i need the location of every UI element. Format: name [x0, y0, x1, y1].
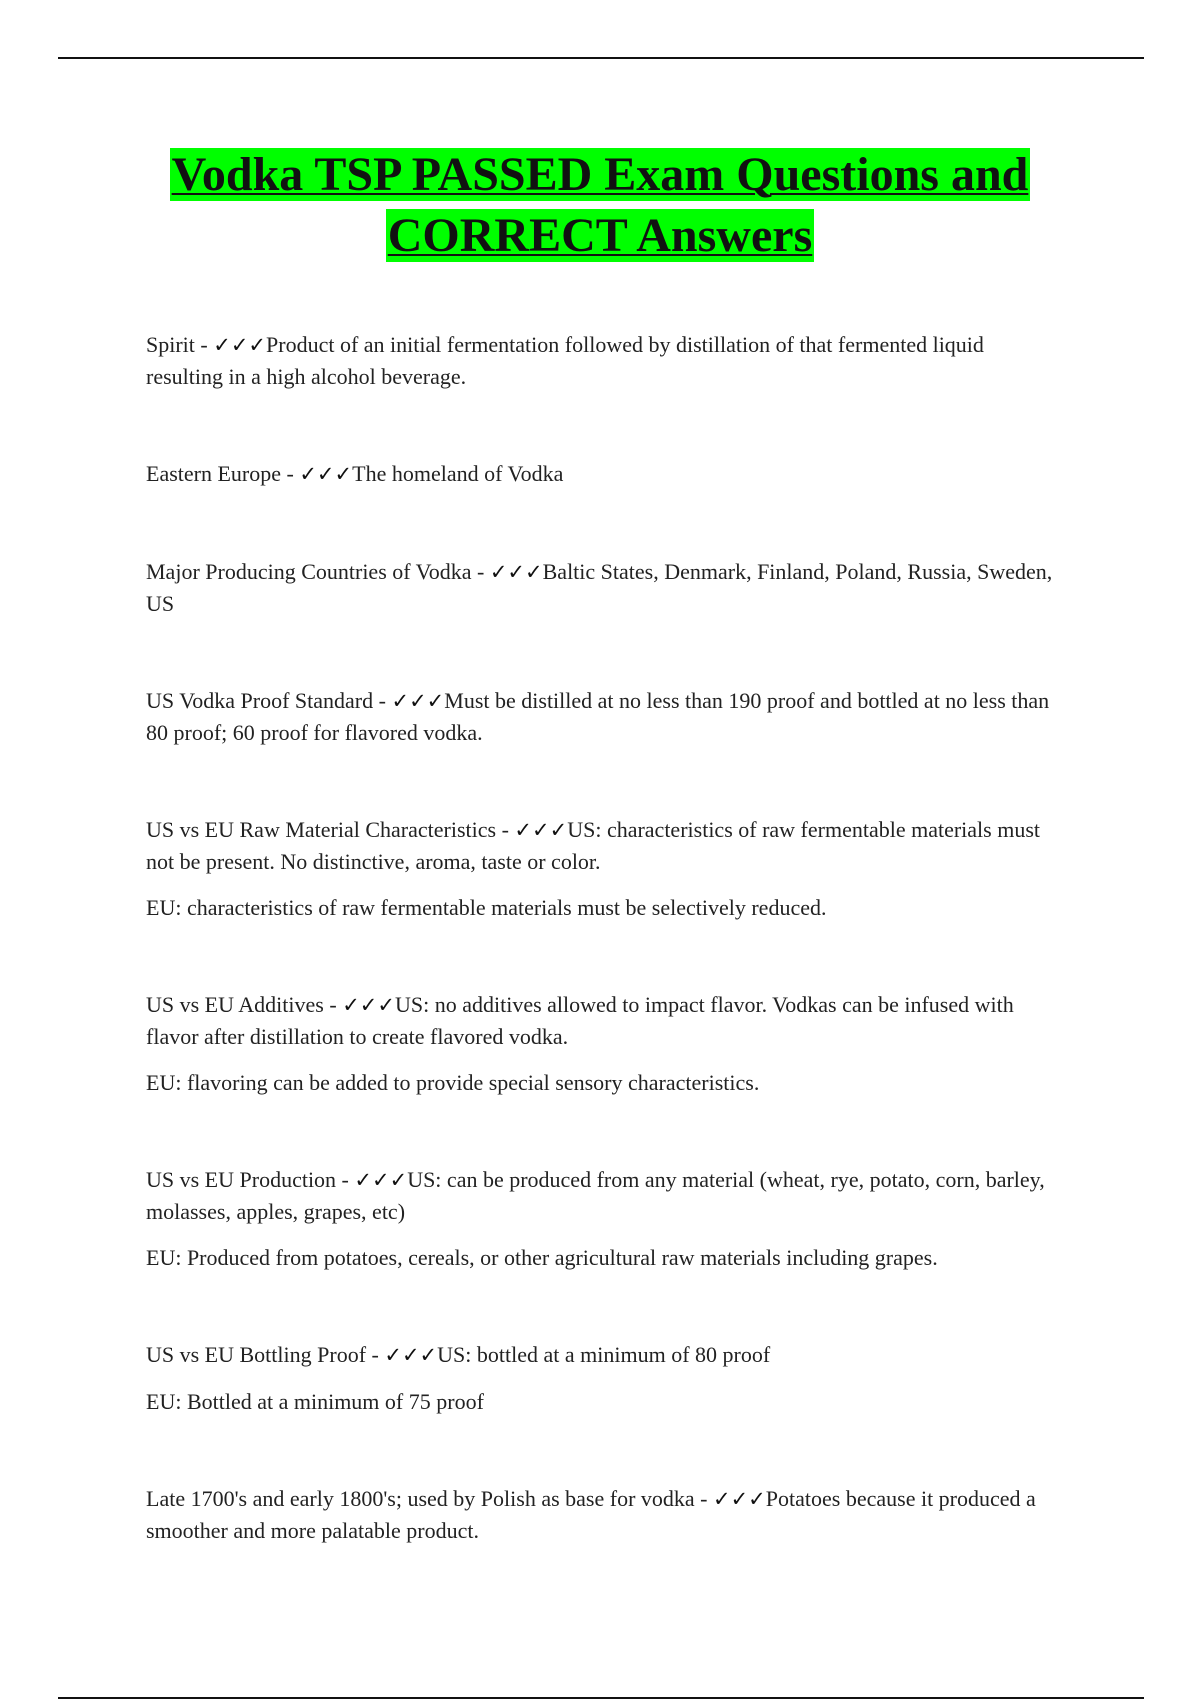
qa-answer-extra: EU: flavoring can be added to provide special sensory characteristics. — [146, 1070, 760, 1095]
qa-answer: Potatoes because it produced a smoother and more palatable product. — [146, 1486, 1036, 1543]
qa-term: Eastern Europe - — [146, 461, 300, 486]
qa-answer: US: can be produced from any material (wheat, rye, potato, corn, barley, molasses, apples, grapes, etc) — [146, 1167, 1045, 1224]
qa-item — [146, 989, 1066, 1098]
top-rule — [58, 57, 1144, 59]
qa-item — [146, 1164, 1066, 1273]
qa-answer: Must be distilled at no less than 190 proof and bottled at no less than 80 proof; 60 proof for flavored vodka. — [146, 688, 1050, 745]
title-block — [100, 144, 1100, 266]
qa-text — [146, 329, 1066, 392]
qa-term: US vs EU Bottling Proof - — [146, 1342, 385, 1367]
qa-answer: The homeland of Vodka — [352, 461, 564, 486]
checkmark-icon: ✓✓✓ — [213, 333, 267, 357]
qa-list — [146, 329, 1066, 1612]
qa-term: US vs EU Additives - — [146, 992, 343, 1017]
checkmark-icon: ✓✓✓ — [384, 1343, 438, 1367]
qa-item — [146, 329, 1066, 392]
qa-answer: Baltic States, Denmark, Finland, Poland, Russia, Sweden, US — [146, 559, 1053, 616]
qa-text — [146, 1339, 1066, 1371]
qa-term: Major Producing Countries of Vodka - — [146, 559, 490, 584]
document-title: Vodka TSP PASSED Exam Questions and CORRECT Answers — [171, 148, 1029, 262]
checkmark-icon: ✓✓✓ — [489, 560, 543, 584]
qa-term: Spirit - — [146, 332, 214, 357]
qa-term: US Vodka Proof Standard - — [146, 688, 392, 713]
qa-answer: US: bottled at a minimum of 80 proof — [437, 1342, 771, 1367]
qa-answer: Product of an initial fermentation followed by distillation of that fermented liquid resulting in a high alcohol beverage. — [146, 332, 984, 389]
checkmark-icon: ✓✓✓ — [342, 993, 395, 1017]
qa-term: US vs EU Raw Material Characteristics - — [146, 817, 515, 842]
checkmark-icon: ✓✓✓ — [391, 689, 445, 713]
checkmark-icon: ✓✓✓ — [299, 462, 353, 486]
qa-text — [146, 1483, 1066, 1546]
qa-item — [146, 556, 1066, 619]
checkmark-icon: ✓✓✓ — [514, 818, 568, 842]
checkmark-icon: ✓✓✓ — [712, 1487, 766, 1511]
qa-answer-extra: EU: characteristics of raw fermentable materials must be selectively reduced. — [146, 895, 827, 920]
qa-term: Late 1700's and early 1800's; used by Polish as base for vodka - — [146, 1486, 713, 1511]
qa-text — [146, 1164, 1066, 1227]
qa-item — [146, 458, 1066, 490]
qa-item — [146, 814, 1066, 923]
qa-item — [146, 685, 1066, 748]
qa-item — [146, 1483, 1066, 1546]
qa-text — [146, 556, 1066, 619]
qa-text — [146, 685, 1066, 748]
qa-answer-extra: EU: Bottled at a minimum of 75 proof — [146, 1389, 484, 1414]
qa-text — [146, 458, 1066, 490]
checkmark-icon: ✓✓✓ — [354, 1168, 408, 1192]
qa-answer-extra: EU: Produced from potatoes, cereals, or other agricultural raw materials including grapes. — [146, 1245, 938, 1270]
qa-text — [146, 814, 1066, 877]
qa-answer: US: characteristics of raw fermentable materials must not be present. No distinctive, aroma, taste or color. — [146, 817, 1041, 874]
bottom-rule — [58, 1697, 1144, 1699]
qa-text — [146, 989, 1066, 1052]
qa-term: US vs EU Production - — [146, 1167, 355, 1192]
qa-answer: US: no additives allowed to impact flavor. Vodkas can be infused with flavor after distillation to create flavored vodka. — [146, 992, 1014, 1049]
qa-item — [146, 1339, 1066, 1417]
